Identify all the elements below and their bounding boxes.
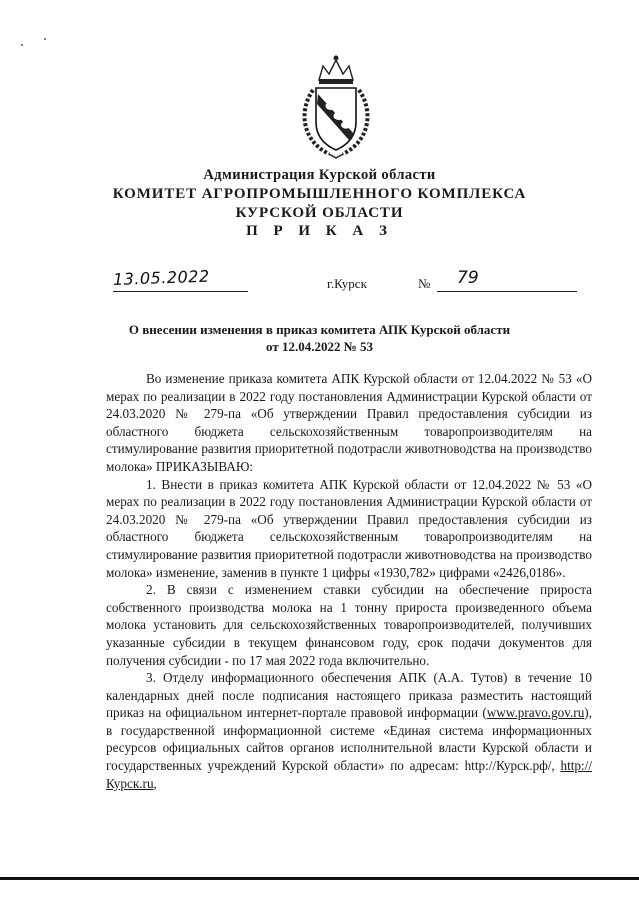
scan-bottom-edge xyxy=(0,877,639,880)
item-3-paragraph xyxy=(106,669,592,792)
administration-name: Администрация Курской области xyxy=(203,167,436,183)
item-1-paragraph: 1. Внести в приказ комитета АПК Курской области от 12.04.2022 № 53 «О мерах по реализации в 2022 году постановления Администрации Курской области от 24.03.2020 № 279-па «Об утверждении Правил предоставления субсидии из областного бюджета сельскохозяйственным товаропроизводителям на стимулирование развития приоритетной подотрасли животноводства на производство молока» изменение, заменив в пункте 1 цифры «1930,782» цифрами «2426,0186». xyxy=(106,476,592,580)
order-body xyxy=(106,370,592,792)
committee-name-line2: КУРСКОЙ ОБЛАСТИ xyxy=(235,205,404,221)
item-2-paragraph: 2. В связи с изменением ставки субсидии на обеспечение прироста собственного производства молока на 1 тонну прироста произведенного объема молока установить для сельскохозяйственных товаропроизводителей, получивших указанные субсидии в текущем финансовом году, срок подачи документов для получения субсидии - по 17 мая 2022 года включительно. xyxy=(106,582,592,668)
pravo-gov-link[interactable]: www.pravo.gov.ru xyxy=(486,705,585,721)
kursk-coat-of-arms-icon xyxy=(295,50,377,162)
order-number: 79 xyxy=(457,268,479,288)
city: г.Курск xyxy=(327,276,367,291)
order-title-line1: О внесении изменения в приказ комитета АПК Курской области xyxy=(128,322,511,337)
order-title-line2: от 12.04.2022 № 53 xyxy=(265,339,374,354)
order-date: 13.05.2022 xyxy=(112,266,210,289)
document-type: П Р И К А З xyxy=(246,223,393,239)
item-3-text-a: 3. Отделу информационного обеспечения АПК (А.А. Тутов) в течение 10 календарных дней после подписания настоящего приказа разместить настоящий приказ на официальном интернет-портале правовой информации ( xyxy=(106,670,592,721)
scan-speck xyxy=(44,38,46,40)
committee-name-line1: КОМИТЕТ АГРОПРОМЫШЛЕННОГО КОМПЛЕКСА xyxy=(112,186,527,202)
kursk-ru-link[interactable]: http://Курск.ru xyxy=(106,758,592,791)
scan-speck xyxy=(21,44,23,46)
item-3-text-b: ), в государственной информационной системе «Единая система информационных ресурсов официальных сайтов органов исполнительной власти Курской области и государственных учреждений Курской области» по адресам: http://Курск.рф/, xyxy=(106,705,592,774)
intro-paragraph: Во изменение приказа комитета АПК Курской области от 12.04.2022 № 53 «О мерах по реализации в 2022 году постановления Администрации Курской области от 24.03.2020 № 279-па «Об утверждении Правил предоставления субсидии из областного бюджета сельскохозяйственным товаропроизводителям на стимулирование развития приоритетной подотрасли животноводства на производство молока» ПРИКАЗЫВАЮ: xyxy=(106,371,592,474)
item-3-text-c: , xyxy=(153,775,157,791)
number-sign: № xyxy=(418,276,431,291)
